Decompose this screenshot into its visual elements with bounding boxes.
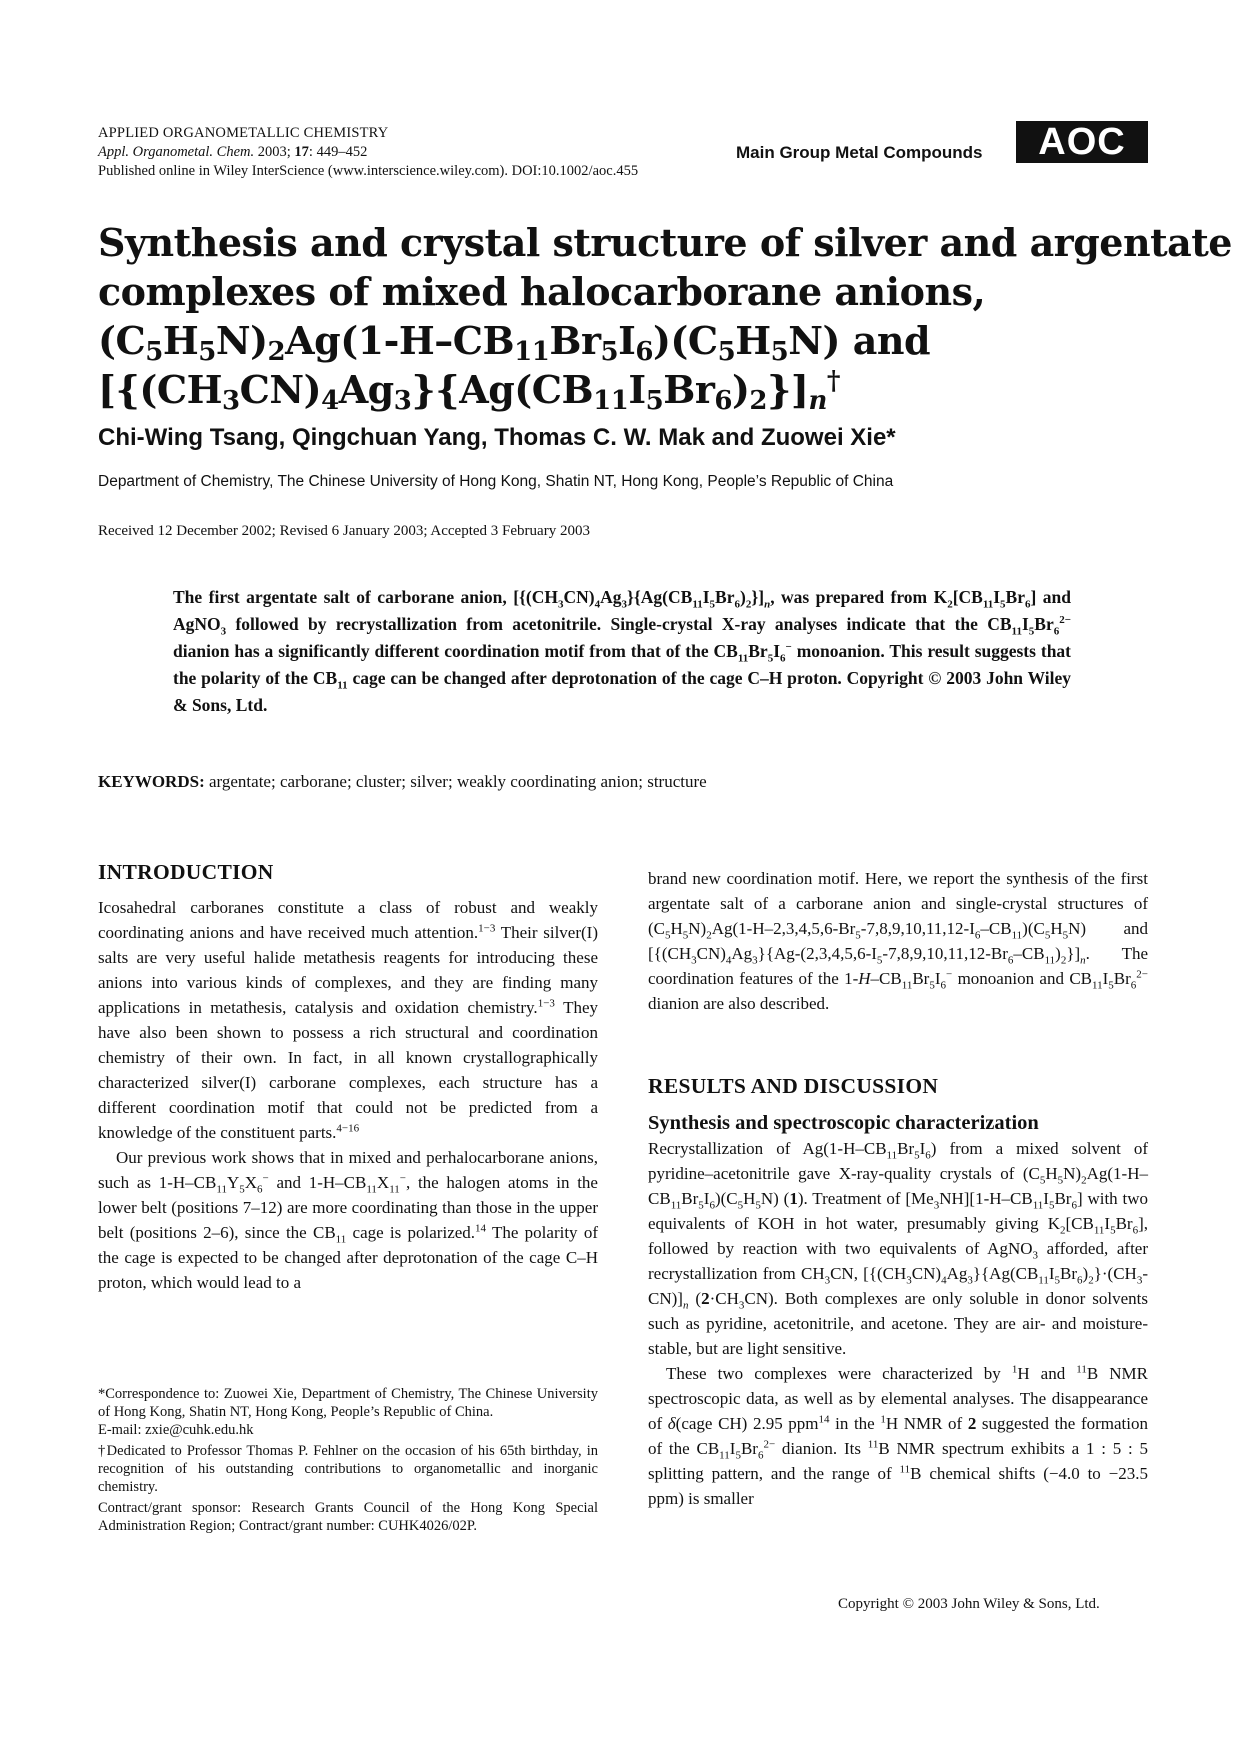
abstract: The first argentate salt of carborane anion, $[\{(CH_3CN)_4Ag_3\}\{Ag(CB_{11}I_5Br_6)_2\}]_n$, was prepared from $K_2[CB_{11}I_5Br_6]$ and AgNO$_3$ followed by recrystallization from acetonitrile. Single-crystal X-ray analyses indicate that the $CB_{11}I_5Br_6^{2-}$ dianion has a significantly different coordination motif from that of the $CB_{11}Br_5I_6^-$ monoanion. This result suggests that the polarity of the $CB_{11}$ cage can be changed after deprotonation of the cage C–H proton. Copyright © 2003 John Wiley & Sons, Ltd. [173,587,1072,715]
left-column [98,860,598,1295]
citation-line [98,143,638,162]
footnotes [98,1385,598,1538]
email-line: E-mail: zxie@cuhk.edu.hk [98,1422,254,1438]
author-list: Chi-Wing Tsang, Qingchuan Yang, Thomas C. W. Mak and Zuowei Xie* [98,424,896,451]
citation-year: 2003; [257,144,291,160]
affiliation: Department of Chemistry, The Chinese University of Hong Kong, Shatin NT, Hong Kong, People’s Republic of China [98,473,894,490]
citation-journal: Appl. Organometal. Chem. [98,144,255,160]
intro-paragraph-3: brand new coordination motif. Here, we report the synthesis of the first argentate salt of a carborane anion and single-crystal structures of $(C_5H_5N)_2Ag(1-H-2,3,4,5,6-Br_5-7,8,9,10,11,12-I_6-CB_{11})(C_5H_5N)$ and $[\{(CH_3CN)_4Ag_3\}\{Ag-(2,3,4,5,6-I_5-7,8,9,10,11,12-Br_6-CB_{11})_2\}]_n$. The coordination features of the $1-H-CB_{11}Br_5I_6^-$ monoanion and $CB_{11}I_5Br_6^{2-}$ dianion are also described. [648,869,1149,1013]
results-paragraph-1: Recrystallization of $Ag(1-H-CB_{11}Br_5I_6)$ from a mixed solvent of pyridine–acetonitrile gave X-ray-quality crystals of $(C_5H_5N)_2Ag(1-H-CB_{11}Br_5I_6)(C_5H_5N)$ (1). Treatment of $[Me_3NH][1-H-CB_{11}I_5Br_6]$ with two equivalents of KOH in hot water, presumably giving $K_2[CB_{11}I_5Br_6]$, followed by reaction with two equivalents of AgNO$_3$ afforded, after recrystallization from $CH_3CN$, $[\{(CH_3CN)_4Ag_3\}\{Ag(CB_{11}I_5Br_6)_2\}\cdot(CH_3-CN)]_n$ $(2\cdot CH_3CN)$. Both complexes are only soluble in donor solvents such as pyridine, acetonitrile, and acetone. They are air- and moisture-stable, but are light sensitive. [648,1139,1148,1358]
intro-paragraph-1: Icosahedral carboranes constitute a class of robust and weakly coordinating anions and have received much attention.$^{1-3}$ Their silver(I) salts are very useful halide metathesis reagents for introducing these anions into various kinds of complexes, and they are finding many applications in metathesis, catalysis and oxidation chemistry.$^{1-3}$ They have also been shown to possess a rich structural and coordination chemistry of their own. In fact, in all known crystallographically characterized silver(I) carborane complexes, each structure has a different coordination motif that could not be predicted from a knowledge of the constituent parts.$^{4-16}$ [98,898,598,1142]
article-title [98,218,1232,416]
title-formula-2: $[\{(CH_3CN)_4Ag_3\}\{Ag(CB_{11}I_5Br_6)_2\}]_n^\dagger$ [98,366,840,416]
journal-name: APPLIED ORGANOMETALLIC CHEMISTRY [98,125,389,141]
subsection-heading-synthesis: Synthesis and spectroscopic characterization [648,1112,1039,1134]
title-dagger: † [826,366,840,396]
series-label: Main Group Metal Compounds [736,143,983,162]
correspondence-note: *Correspondence to: Zuowei Xie, Department of Chemistry, The Chinese University of Hong Kong, Shatin NT, Hong Kong, People’s Republic of China. E-mail: zxie@cuhk.edu.hk [98,1386,598,1438]
dedication-note: †Dedicated to Professor Thomas P. Fehlner on the occasion of his 65th birthday, in recognition of his outstanding contributions to organometallic and inorganic chemistry. [98,1443,598,1495]
right-column [648,866,1148,1511]
keywords-text: argentate; carborane; cluster; silver; weakly coordinating anion; structure [204,772,707,791]
journal-header [98,124,638,181]
section-heading-results: RESULTS AND DISCUSSION [648,1074,939,1098]
journal-logo: AOC [1016,121,1148,163]
intro-paragraph-2: Our previous work shows that in mixed and perhalocarborane anions, such as $1-H-CB_{11}Y_5X_6^-$ and $1-H-CB_{11}X_{11}^-$, the halogen atoms in the lower belt (positions 7–12) are more coordinating than those in the upper belt (positions 2–6), since the $CB_{11}$ cage is polarized.$^{14}$ The polarity of the cage is expected to be changed after deprotonation of the cage C–H proton, which would lead to a [98,1148,598,1292]
published-online: Published online in Wiley InterScience (www.interscience.wiley.com). DOI:10.1002/aoc.455 [98,163,639,179]
citation-pages: : 449–452 [308,144,368,160]
title-formula-1: $(C_5H_5N)_2Ag(1-H-CB_{11}Br_5I_6)(C_5H_5N)$ and [98,318,931,367]
results-paragraph-2: These two complexes were characterized by $^1$H and $^{11}$B NMR spectroscopic data, as well as by elemental analyses. The disappearance of δ(cage CH) 2.95 ppm$^{14}$ in the $^1$H NMR of 2 suggested the formation of the $CB_{11}I_5Br_6^{2-}$ dianion. Its $^{11}$B NMR spectrum exhibits a 1 : 5 : 5 splitting pattern, and the range of $^{11}$B chemical shifts (−4.0 to −23.5 ppm) is smaller [648,1363,1149,1508]
citation-volume: 17 [294,144,309,160]
grant-note: Contract/grant sponsor: Research Grants Council of the Hong Kong Special Administration Region; Contract/grant number: CUHK4026/02P. [98,1500,598,1534]
keywords-label: KEYWORDS: [98,772,205,791]
title-line-2: complexes of mixed halocarborane anions, [98,269,986,314]
copyright-footer: Copyright © 2003 John Wiley & Sons, Ltd. [838,1596,1100,1612]
received-dates: Received 12 December 2002; Revised 6 January 2003; Accepted 3 February 2003 [98,523,590,539]
section-heading-introduction: INTRODUCTION [98,860,274,884]
title-line-1: Synthesis and crystal structure of silver and argentate [98,220,1232,265]
keywords [98,772,707,792]
